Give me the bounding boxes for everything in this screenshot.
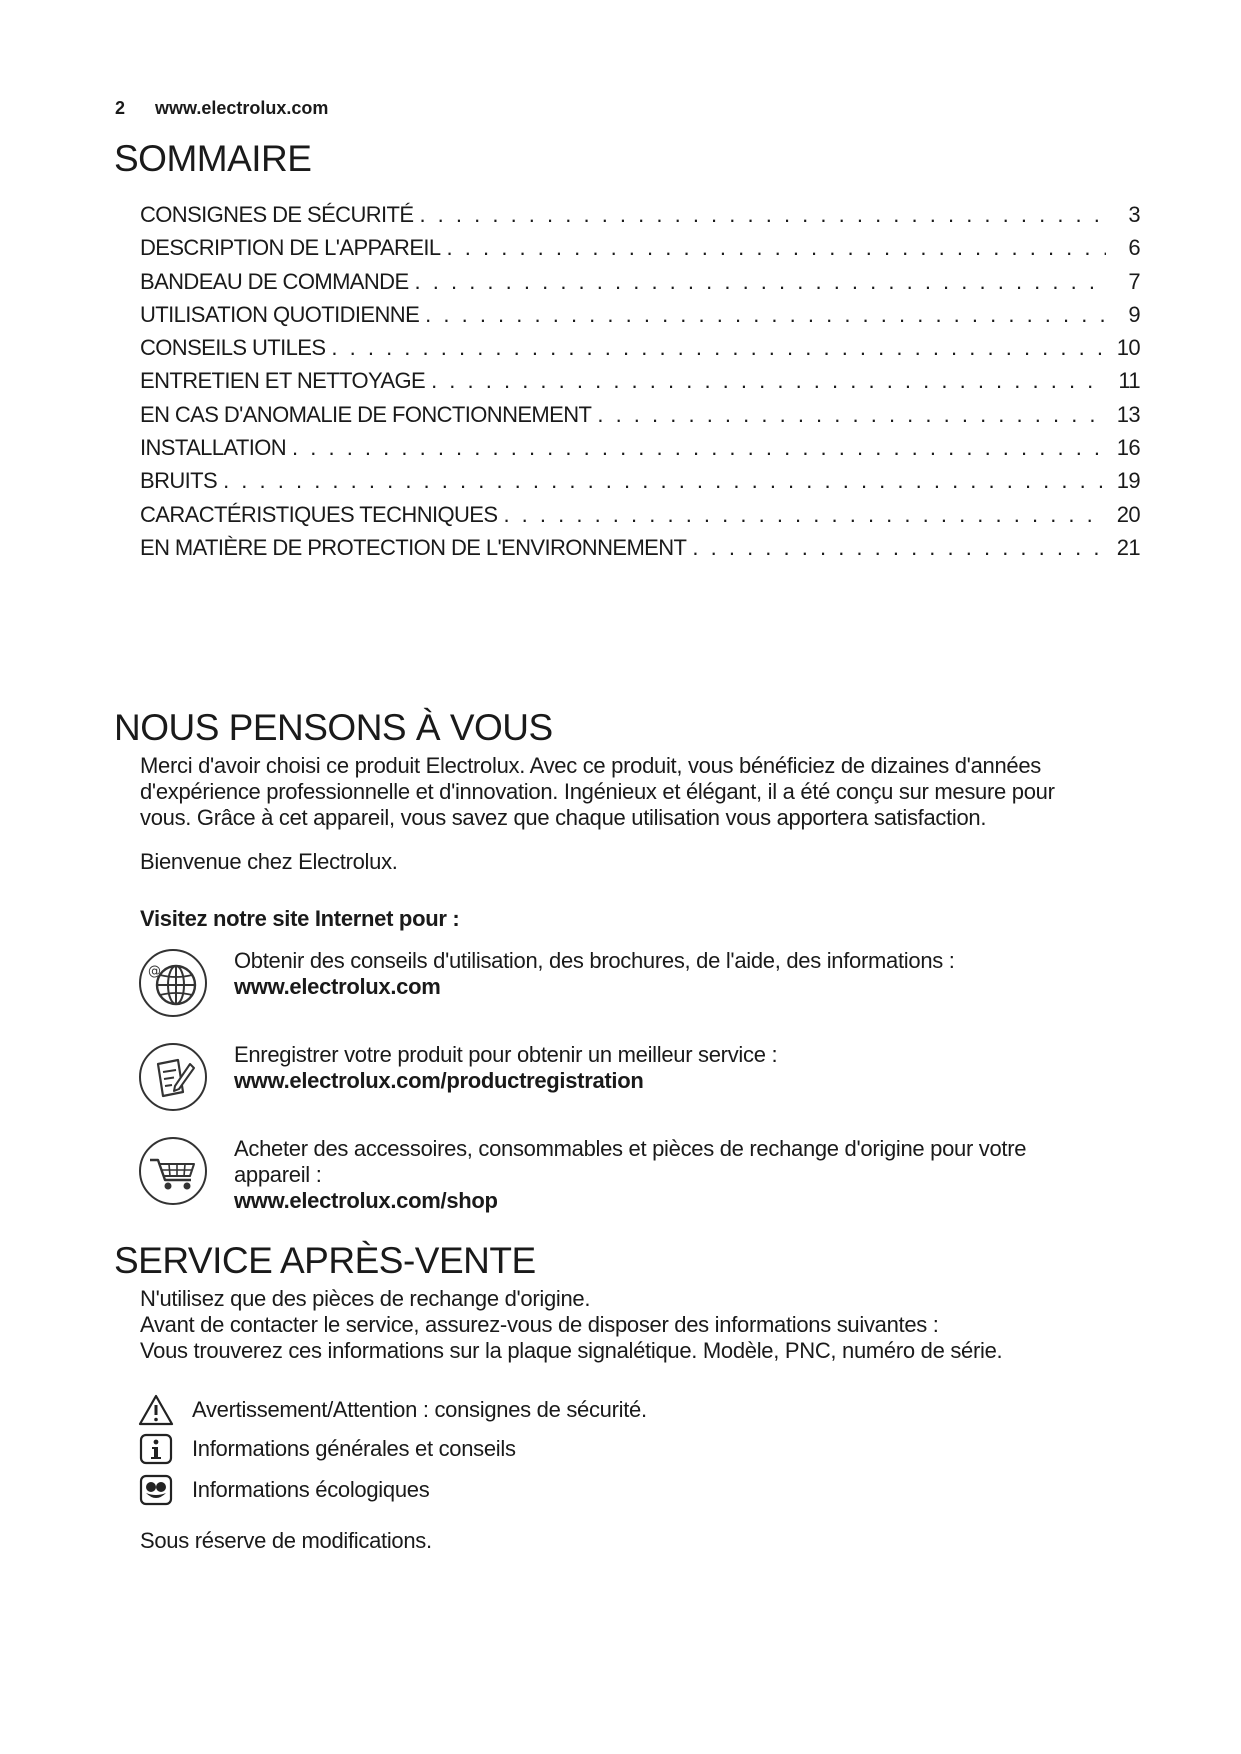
info-text: Informations générales et conseils [192,1436,516,1461]
toc-item-label: BRUITS [140,468,218,494]
toc-leader-dots [447,235,1106,261]
page-header [115,98,328,119]
toc-item-label: ENTRETIEN ET NETTOYAGE [140,368,426,394]
page-number: 2 [115,98,126,118]
shop-link[interactable]: www.electrolux.com/shop [234,1188,498,1213]
warning-icon [138,1393,174,1427]
toc-item-label: BANDEAU DE COMMANDE [140,268,409,294]
website-link[interactable]: www.electrolux.com [234,974,441,999]
shopping-cart-icon [138,1136,208,1206]
toc-item-page: 16 [1116,435,1140,461]
globe-icon [138,948,208,1018]
summary-title: SOMMAIRE [114,138,312,179]
toc-leader-dots [223,468,1106,494]
toc-item[interactable] [140,269,1140,302]
toc-item-label: EN MATIÈRE DE PROTECTION DE L'ENVIRONNEMENT [140,534,687,560]
toc-item[interactable] [140,202,1140,235]
toc-leader-dots [292,435,1106,461]
toc-leader-dots [597,402,1106,428]
toc-item[interactable] [140,302,1140,335]
toc-item-label: INSTALLATION [140,435,287,461]
toc-item[interactable] [140,402,1140,435]
toc-item-page: 20 [1116,501,1140,527]
toc-item[interactable] [140,435,1140,468]
table-of-contents [140,202,1140,568]
toc-item-page: 11 [1118,368,1140,394]
service-line-2: Avant de contacter le service, assurez-vous de disposer des informations suivantes : [140,1312,939,1337]
toc-leader-dots [331,335,1106,361]
toc-item-label: DESCRIPTION DE L'APPAREIL [140,235,441,261]
toc-item[interactable] [140,235,1140,268]
toc-item[interactable] [140,335,1140,368]
toc-item-label: CARACTÉRISTIQUES TECHNIQUES [140,501,498,527]
toc-item-page: 7 [1128,268,1140,294]
visit-row-description: Obtenir des conseils d'utilisation, des brochures, de l'aide, des informations : [234,948,955,973]
service-title: SERVICE APRÈS-VENTE [114,1240,536,1281]
service-line-1: N'utilisez que des pièces de rechange d'origine. [140,1286,591,1311]
toc-leader-dots [419,202,1106,228]
toc-item-label: CONSIGNES DE SÉCURITÉ [140,202,414,227]
toc-item-page: 9 [1128,301,1140,327]
toc-item-page: 3 [1128,202,1140,227]
registration-link[interactable]: www.electrolux.com/productregistration [234,1068,644,1093]
toc-leader-dots [415,269,1106,295]
symbol-row-eco [138,1473,429,1507]
header-website[interactable]: www.electrolux.com [155,98,329,118]
registration-icon [138,1042,208,1112]
service-line-3: Vous trouverez ces informations sur la plaque signalétique. Modèle, PNC, numéro de série. [140,1338,1003,1363]
toc-item-page: 10 [1116,335,1140,361]
toc-item-page: 19 [1116,468,1140,494]
visit-row-description: Acheter des accessoires, consommables et pièces de rechange d'origine pour votre appareil : [234,1136,1027,1187]
toc-item-page: 13 [1116,401,1140,427]
thinking-title: NOUS PENSONS À VOUS [114,707,553,748]
symbol-row-info [138,1432,516,1466]
toc-item-label: CONSEILS UTILES [140,335,326,361]
toc-leader-dots [431,368,1106,394]
eco-text: Informations écologiques [192,1477,430,1502]
toc-item[interactable] [140,502,1140,535]
symbol-row-warning [138,1393,647,1427]
visit-row-description: Enregistrer votre produit pour obtenir un meilleur service : [234,1042,778,1067]
svg-text:@: @ [148,964,161,979]
warning-text: Avertissement/Attention : consignes de sécurité. [192,1397,647,1422]
intro-paragraph: Merci d'avoir choisi ce produit Electrolux. Avec ce produit, vous bénéficiez de dizaines d'années d'expérience professionnelle et d'innovation. Ingénieux et élégant, il a été conçu sur mesure pour vous. Grâce à cet appareil, vous savez que chaque utilisation vous apportera satisfaction. [140,753,1055,830]
toc-item[interactable] [140,535,1140,568]
toc-item-label: UTILISATION QUOTIDIENNE [140,301,420,327]
toc-item[interactable] [140,368,1140,401]
info-icon [138,1432,174,1466]
toc-item-page: 6 [1128,235,1140,261]
toc-leader-dots [692,535,1106,561]
eco-icon [138,1473,174,1507]
visit-heading: Visitez notre site Internet pour : [140,906,460,931]
toc-leader-dots [503,502,1106,528]
toc-leader-dots [425,302,1106,328]
toc-item-label: EN CAS D'ANOMALIE DE FONCTIONNEMENT [140,401,592,427]
modifications-note: Sous réserve de modifications. [140,1528,432,1553]
toc-item[interactable] [140,468,1140,501]
welcome-text: Bienvenue chez Electrolux. [140,849,398,874]
toc-item-page: 21 [1116,534,1140,560]
